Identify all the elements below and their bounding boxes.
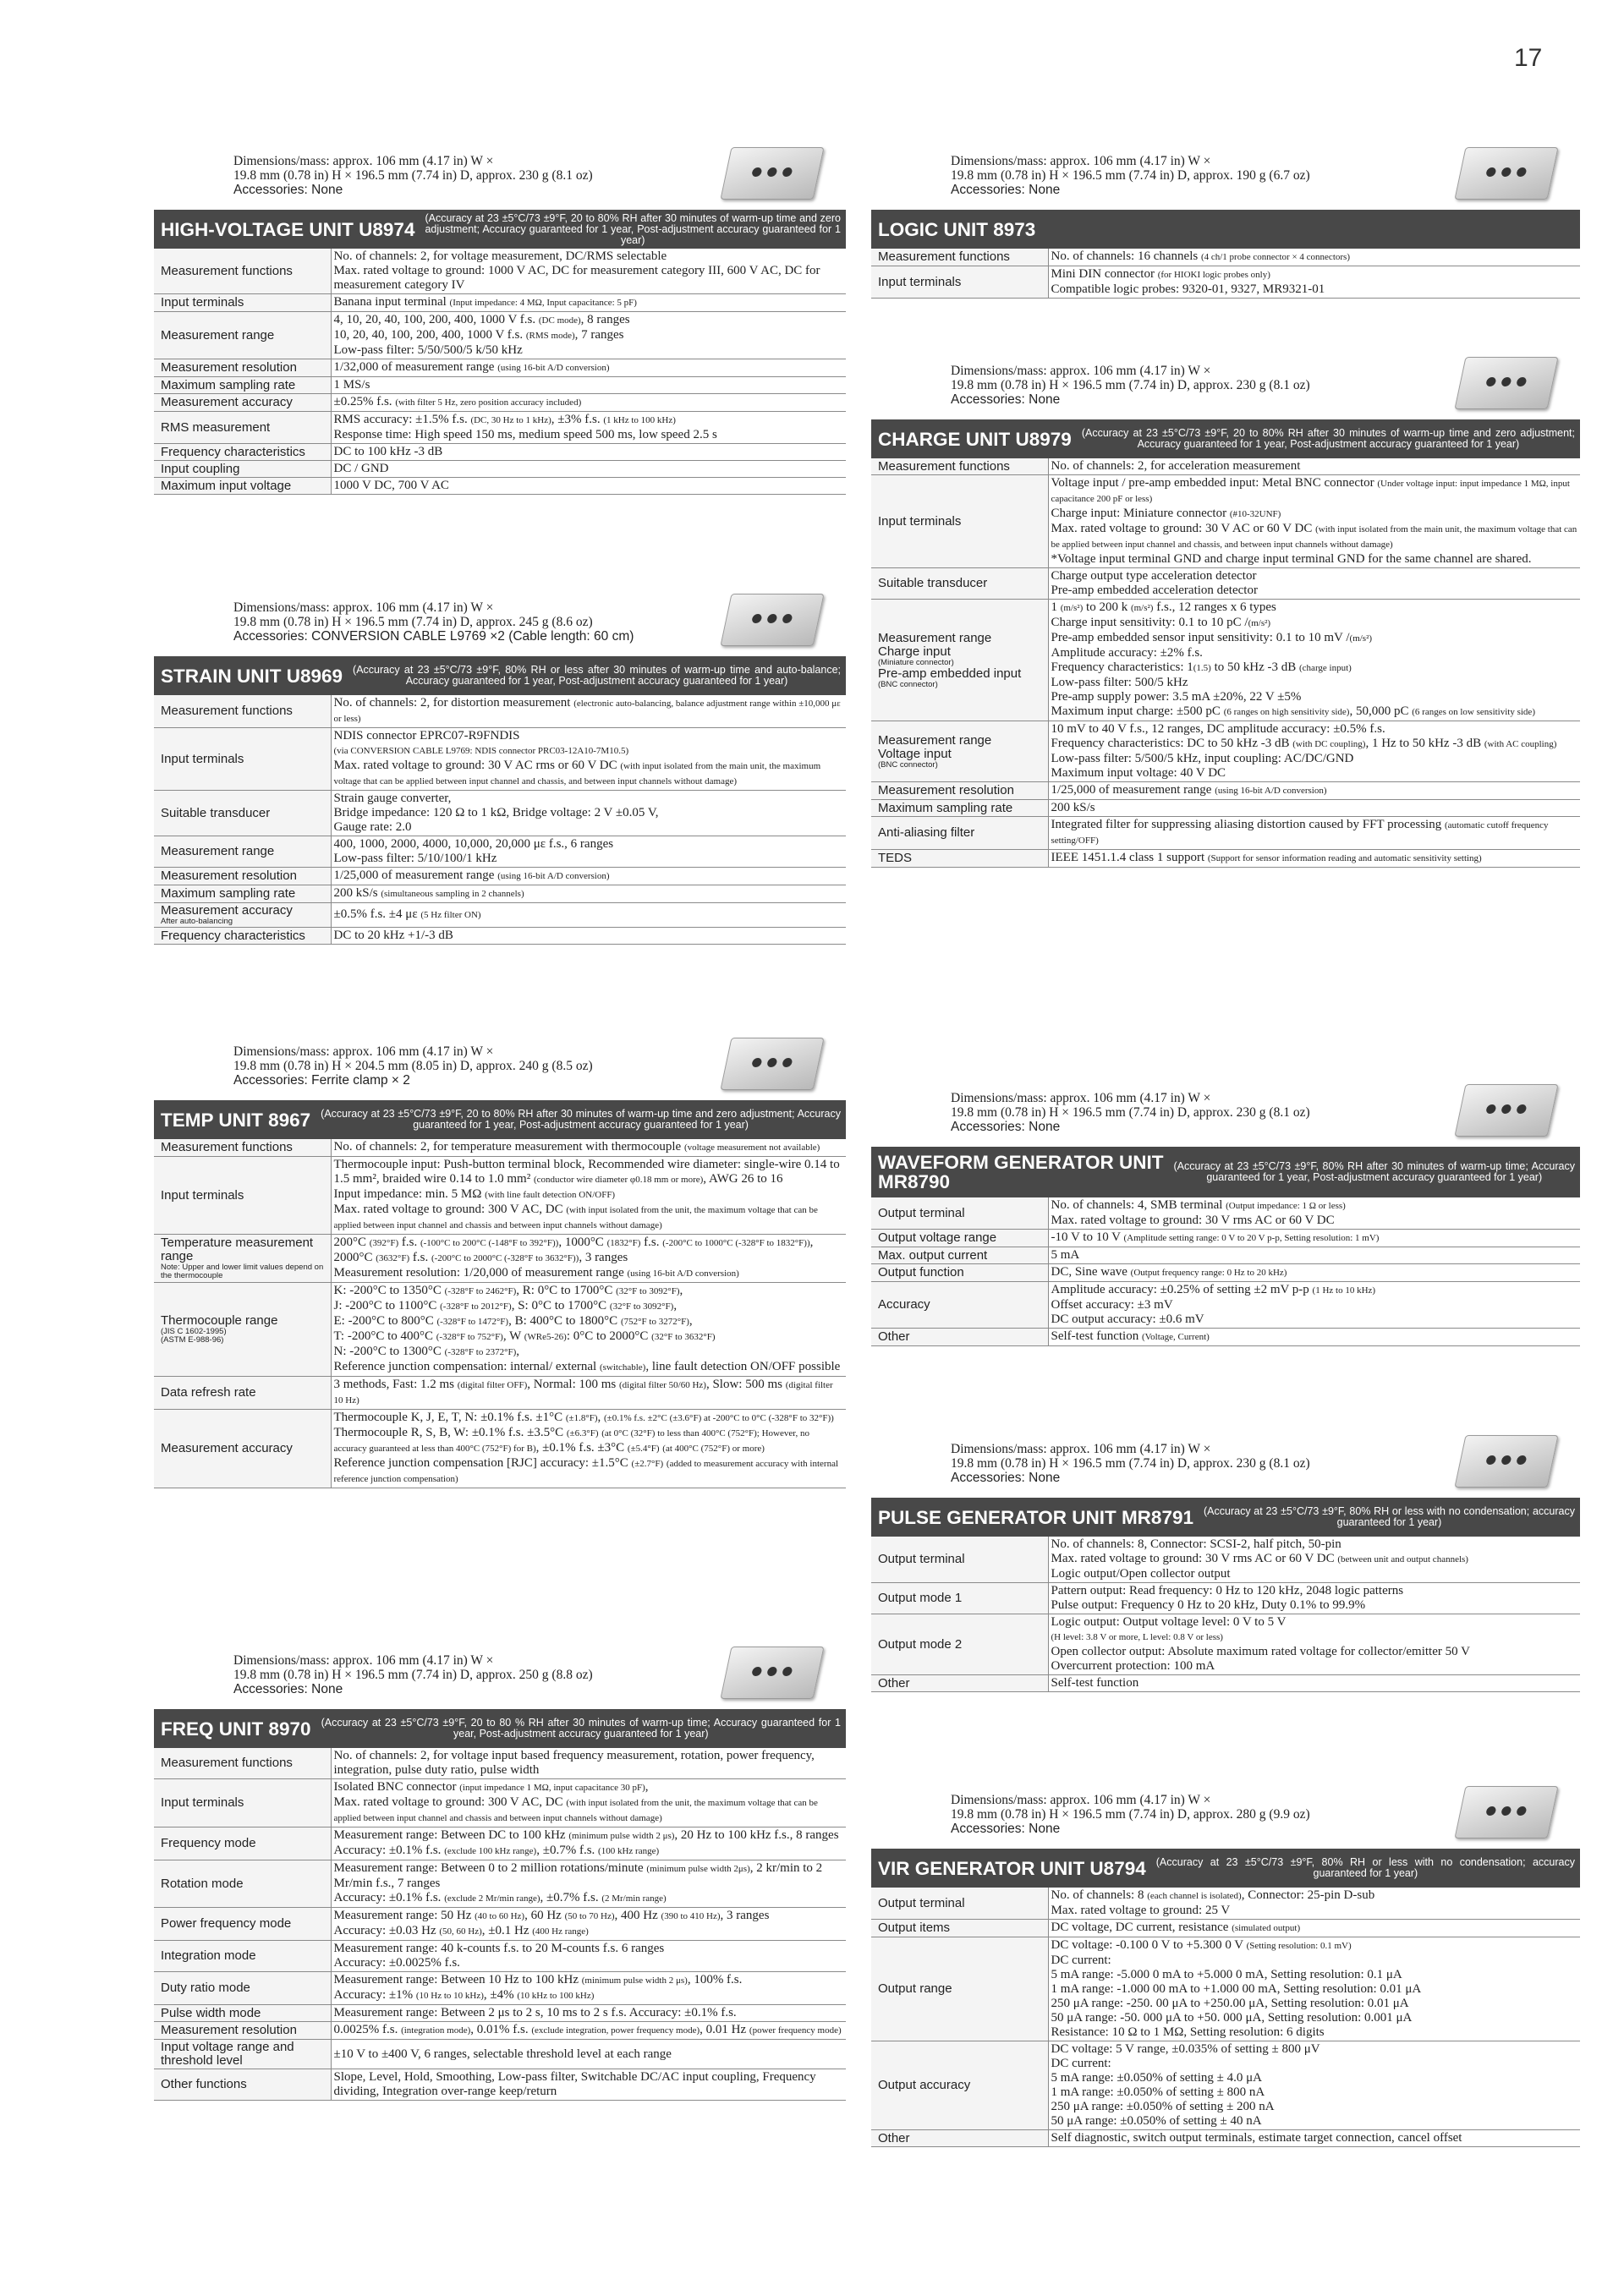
table-row — [154, 412, 846, 444]
product-image — [1454, 1435, 1558, 1488]
spec-key: Frequency characteristics — [154, 928, 331, 945]
spec-key: Maximum sampling rate — [154, 885, 331, 903]
spec-value: 10 mV to 40 V f.s., 12 ranges, DC amplitude accuracy: ±0.5% f.s. Frequency characteristics: DC to 50 kHz -3 dB (with DC coupling), 1 Hz to 50 kHz -3 dB (with AC coupling) Low-pass filter: 5/500/5 kHz, input coupling: AC/DC/GND Maximum input voltage: 40 V DC — [1048, 721, 1580, 782]
spec-key: Anti-aliasing filter — [871, 817, 1048, 850]
section-title: PULSE GENERATOR UNIT MR8791 — [878, 1506, 1193, 1528]
spec-key: Frequency mode — [154, 1827, 331, 1860]
spec-value: NDIS connector EPRC07-R9FNDIS (via CONVERSION CABLE L9769: NDIS connector PRC03-12A10-7M10.5) Max. rated voltage to ground: 30 V AC rms or 60 V DC (with input isolated from the main unit, the maximum voltage that can be applied between input channel and chassis, and between input channels without damage) — [331, 728, 846, 791]
product-image — [720, 1647, 824, 1699]
spec-value: 1/25,000 of measurement range (using 16-bit A/D conversion) — [331, 868, 846, 885]
dimensions-line: Accessories: CONVERSION CABLE L9769 ×2 (Cable length: 60 cm) — [233, 629, 634, 644]
spec-value: Measurement range: Between 10 Hz to 100 kHz (minimum pulse width 2 μs), 100% f.s. Accuracy: ±1% (10 Hz to 10 kHz), ±4% (10 kHz to 100 kHz) — [331, 1972, 846, 2005]
spec-value: ±0.25% f.s. (with filter 5 Hz, zero position accuracy included) — [331, 394, 846, 412]
section-header — [871, 210, 1580, 249]
accuracy-note: (Accuracy at 23 ±5°C/73 ±9°F, 20 to 80% RH after 30 minutes of warm-up time and zero adjustment; Accuracy guaranteed for 1 year, Post-adjustment accuracy guaranteed for 1 year) — [321, 1108, 841, 1131]
spec-key: Input terminals — [871, 475, 1048, 568]
spec-key: Input terminals — [154, 294, 331, 312]
section-title: VIR GENERATOR UNIT U8794 — [878, 1857, 1146, 1879]
spec-value: 200 kS/s (simultaneous sampling in 2 channels) — [331, 885, 846, 903]
dimensions-block — [871, 364, 1580, 419]
spec-hv — [154, 154, 846, 495]
spec-value: 0.0025% f.s. (integration mode), 0.01% f.s. (exclude integration, power frequency mode), 0.01 Hz (power frequency mode) — [331, 2022, 846, 2040]
spec-key: Measurement range Voltage input (BNC connector) — [871, 721, 1048, 782]
table-row — [871, 1614, 1580, 1675]
table-row — [871, 458, 1580, 475]
spec-value: Charge output type acceleration detector Pre-amp embedded acceleration detector — [1048, 568, 1580, 600]
spec-key: Power frequency mode — [154, 1908, 331, 1941]
table-row — [871, 782, 1580, 800]
spec-value: Logic output: Output voltage level: 0 V to 5 V (H level: 3.8 V or more, L level: 0.8 V or less) Open collector output: Absolute maximum rated voltage for collector/emitter 50 V Overcurrent protection: 100 mA — [1048, 1614, 1580, 1675]
accuracy-note: (Accuracy at 23 ±5°C/73 ±9°F, 80% RH after 30 minutes of warm-up time; Accuracy guaranteed for 1 year, Post-adjustment accuracy guaranteed for 1 year) — [1173, 1160, 1575, 1183]
table-row — [154, 249, 846, 294]
section-title: LOGIC UNIT 8973 — [878, 218, 1036, 240]
table-row — [871, 850, 1580, 868]
table-row — [154, 885, 846, 903]
spec-charge — [871, 364, 1580, 868]
dimensions-line: 19.8 mm (0.78 in) H × 196.5 mm (7.74 in) D, approx. 230 g (8.1 oz) — [951, 378, 1310, 392]
table-row — [871, 721, 1580, 782]
spec-value: 3 methods, Fast: 1.2 ms (digital filter OFF), Normal: 100 ms (digital filter 50/60 Hz), Slow: 500 ms (digital filter 10 Hz) — [331, 1377, 846, 1410]
spec-value: 1/32,000 of measurement range (using 16-bit A/D conversion) — [331, 359, 846, 377]
spec-key: Measurement functions — [871, 249, 1048, 266]
spec-table — [154, 1748, 846, 2101]
spec-value: Self-test function (Voltage, Current) — [1048, 1329, 1580, 1346]
accuracy-note: (Accuracy at 23 ±5°C/73 ±9°F, 80% RH or less with no condensation; accuracy guaranteed for 1 year) — [1204, 1505, 1575, 1528]
section-title: TEMP UNIT 8967 — [161, 1109, 311, 1131]
dimensions-line: Accessories: None — [951, 183, 1061, 197]
spec-value: No. of channels: 2, for acceleration measurement — [1048, 458, 1580, 475]
spec-value: Amplitude accuracy: ±0.25% of setting ±2 mV p-p (1 Hz to 10 kHz) Offset accuracy: ±3 mV DC output accuracy: ±0.6 mV — [1048, 1282, 1580, 1329]
spec-key: Duty ratio mode — [154, 1972, 331, 2005]
spec-table — [154, 695, 846, 945]
dimensions-line: Dimensions/mass: approx. 106 mm (4.17 in) W × — [233, 154, 494, 168]
dimensions-line: 19.8 mm (0.78 in) H × 204.5 mm (8.05 in) D, approx. 240 g (8.5 oz) — [233, 1059, 593, 1073]
section-header — [871, 1498, 1580, 1537]
dimensions-block — [154, 1044, 846, 1100]
spec-key: Measurement functions — [154, 1748, 331, 1779]
spec-key: Integration mode — [154, 1941, 331, 1972]
spec-value: 1/25,000 of measurement range (using 16-bit A/D conversion) — [1048, 782, 1580, 800]
table-row — [154, 359, 846, 377]
table-row — [871, 1583, 1580, 1614]
spec-key: RMS measurement — [154, 412, 331, 444]
spec-key: Pulse width mode — [154, 2005, 331, 2022]
spec-table — [871, 458, 1580, 868]
spec-key: Other functions — [154, 2069, 331, 2101]
section-header — [871, 1147, 1580, 1197]
dimensions-line: 19.8 mm (0.78 in) H × 196.5 mm (7.74 in) D, approx. 245 g (8.6 oz) — [233, 615, 593, 629]
table-row — [871, 1282, 1580, 1329]
dimensions-line: 19.8 mm (0.78 in) H × 196.5 mm (7.74 in) D, approx. 190 g (6.7 oz) — [951, 168, 1310, 183]
spec-key: Measurement functions — [871, 458, 1048, 475]
spec-wave — [871, 1091, 1580, 1346]
table-row — [871, 1675, 1580, 1692]
dimensions-line: Dimensions/mass: approx. 106 mm (4.17 in) W × — [951, 1091, 1211, 1105]
spec-value: 5 mA — [1048, 1247, 1580, 1264]
spec-key: Output items — [871, 1920, 1048, 1937]
spec-value: No. of channels: 4, SMB terminal (Output impedance: 1 Ω or less) Max. rated voltage to ground: 30 V rms AC or 60 V DC — [1048, 1197, 1580, 1230]
spec-key: Output accuracy — [871, 2041, 1048, 2130]
dimensions-line: 19.8 mm (0.78 in) H × 196.5 mm (7.74 in) D, approx. 230 g (8.1 oz) — [951, 1105, 1310, 1120]
table-row — [154, 791, 846, 836]
section-header — [154, 656, 846, 695]
dimensions-block — [154, 600, 846, 656]
product-image — [720, 1038, 824, 1090]
spec-value: 4, 10, 20, 40, 100, 200, 400, 1000 V f.s. (DC mode), 8 ranges 10, 20, 40, 100, 200, 400, 1000 V f.s. (RMS mode), 7 ranges Low-pass filter: 5/50/500/5 k/50 kHz — [331, 312, 846, 359]
spec-value: Isolated BNC connector (input impedance 1 MΩ, input capacitance 30 pF), Max. rated voltage to ground: 300 V AC, DC (with input isolated from the unit, the maximum voltage that can be applied between input channel and chassis and between input channels without damage) — [331, 1779, 846, 1827]
table-row — [154, 444, 846, 461]
section-header — [871, 419, 1580, 458]
spec-key: Input terminals — [871, 266, 1048, 299]
table-row — [871, 249, 1580, 266]
table-row — [871, 1264, 1580, 1282]
table-row — [871, 1888, 1580, 1920]
spec-key: Measurement resolution — [154, 868, 331, 885]
spec-key: Maximum input voltage — [154, 478, 331, 495]
spec-value: Thermocouple input: Push-button terminal block, Recommended wire diameter: single-wire 0.14 to 1.5 mm², braided wire 0.14 to 1.0 mm² (conductor wire diameter φ0.18 mm or more), AWG 26 to 16 Input impedance: min. 5 MΩ (with line fault detection ON/OFF) Max. rated voltage to ground: 300 V AC, DC (with input isolated from the unit, the maximum voltage that can be applied between input channel and chassis and between input channels without damage) — [331, 1157, 846, 1235]
table-row — [154, 312, 846, 359]
spec-key: Suitable transducer — [154, 791, 331, 836]
table-row — [154, 1157, 846, 1235]
accuracy-note: (Accuracy at 23 ±5°C/73 ±9°F, 80% RH or less after 30 minutes of warm-up time and auto-balance; Accuracy guaranteed for 1 year, Post-adjustment accuracy guaranteed for 1 year) — [353, 664, 841, 687]
table-row — [154, 1235, 846, 1283]
spec-key: Input terminals — [154, 1157, 331, 1235]
spec-key: Measurement range — [154, 836, 331, 868]
table-row — [871, 1247, 1580, 1264]
dimensions-line: 19.8 mm (0.78 in) H × 196.5 mm (7.74 in) D, approx. 230 g (8.1 oz) — [951, 1456, 1310, 1471]
spec-value: Voltage input / pre-amp embedded input: Metal BNC connector (Under voltage input: input impedance 1 MΩ, input capacitance 200 pF or less) Charge input: Miniature connector (#10-32UNF) Max. rated voltage to ground: 30 V AC or 60 V DC (with input isolated from the main unit, the maximum voltage that can be applied between input channel and chassis, and between input channels without damage) *Voltage input terminal GND and charge input terminal GND for the same channel are shared. — [1048, 475, 1580, 568]
table-row — [871, 568, 1580, 600]
dimensions-block — [871, 1091, 1580, 1147]
spec-key: Measurement range — [154, 312, 331, 359]
spec-key: Measurement accuracy — [154, 1410, 331, 1488]
spec-value: No. of channels: 8 (each channel is isolated), Connector: 25-pin D-sub Max. rated voltage to ground: 25 V — [1048, 1888, 1580, 1920]
section-title: WAVEFORM GENERATOR UNIT MR8790 — [878, 1152, 1164, 1192]
dimensions-line: Dimensions/mass: approx. 106 mm (4.17 in) W × — [951, 1442, 1211, 1456]
table-row — [154, 478, 846, 495]
spec-value: Measurement range: 40 k-counts f.s. to 20 M-counts f.s. 6 ranges Accuracy: ±0.0025% f.s. — [331, 1941, 846, 1972]
spec-value: ±0.5% f.s. ±4 με (5 Hz filter ON) — [331, 903, 846, 928]
spec-freq — [154, 1653, 846, 2101]
spec-value: No. of channels: 16 channels (4 ch/1 probe connector × 4 connectors) — [1048, 249, 1580, 266]
spec-key: Measurement functions — [154, 1139, 331, 1157]
spec-value: DC to 100 kHz -3 dB — [331, 444, 846, 461]
spec-value: No. of channels: 2, for voltage measurement, DC/RMS selectable Max. rated voltage to ground: 1000 V AC, DC for measurement category III, 600 V AC, DC for measurement category IV — [331, 249, 846, 294]
table-row — [154, 1827, 846, 1860]
spec-key: Output function — [871, 1264, 1048, 1282]
table-row — [871, 2041, 1580, 2130]
spec-value: Thermocouple K, J, E, T, N: ±0.1% f.s. ±1°C (±1.8°F), (±0.1% f.s. ±2°C (±3.6°F) at -200°C to 0°C (-328°F to 32°F)) Thermocouple R, S, B, W: ±0.1% f.s. ±3.5°C (±6.3°F) (at 0°C (32°F) to less than 400°C (752°F); However, no accuracy guaranteed at less than 400°C (752°F) for B), ±0.1% f.s. ±3°C (±5.4°F) (at 400°C (752°F) or more) Reference junction compensation [RJC] accuracy: ±1.5°C (±2.7°F) (added to measurement accuracy with internal reference junction compensation) — [331, 1410, 846, 1488]
spec-value: 200 kS/s — [1048, 800, 1580, 817]
dimensions-line: 19.8 mm (0.78 in) H × 196.5 mm (7.74 in) D, approx. 230 g (8.1 oz) — [233, 168, 593, 183]
table-row — [154, 377, 846, 394]
dimensions-line: Dimensions/mass: approx. 106 mm (4.17 in) W × — [233, 1044, 494, 1059]
table-row — [871, 1329, 1580, 1346]
spec-key: Input voltage range and threshold level — [154, 2040, 331, 2069]
spec-value: K: -200°C to 1350°C (-328°F to 2462°F), R: 0°C to 1700°C (32°F to 3092°F), J: -200°C to 1100°C (-328°F to 2012°F), S: 0°C to 1700°C (32°F to 3092°F), E: -200°C to 800°C (-328°F to 1472°F), B: 400°C to 1800°C (752°F to 3272°F), T: -200°C to 400°C (-328°F to 752°F), W (WRe5-26): 0°C to 2000°C (32°F to 3632°F) N: -200°C to 1300°C (-328°F to 2372°F), Reference junction compensation: internal/ external (switchable), line fault detection ON/OFF possible — [331, 1283, 846, 1377]
spec-temp — [154, 1044, 846, 1488]
table-row — [154, 868, 846, 885]
product-image — [720, 594, 824, 646]
section-title: HIGH-VOLTAGE UNIT U8974 — [161, 218, 415, 240]
spec-key: Frequency characteristics — [154, 444, 331, 461]
page-number: 17 — [1514, 44, 1543, 72]
table-row — [871, 1937, 1580, 2041]
spec-value: 400, 1000, 2000, 4000, 10,000, 20,000 με f.s., 6 ranges Low-pass filter: 5/10/100/1 kHz — [331, 836, 846, 868]
spec-key: Output mode 1 — [871, 1583, 1048, 1614]
dimensions-block — [154, 154, 846, 210]
table-row — [154, 1410, 846, 1488]
spec-value: Measurement range: Between 2 μs to 2 s, 10 ms to 2 s f.s. Accuracy: ±0.1% f.s. — [331, 2005, 846, 2022]
spec-value: Integrated filter for suppressing aliasing distortion caused by FFT processing (automatic cutoff frequency setting/OFF) — [1048, 817, 1580, 850]
spec-value: No. of channels: 2, for voltage input based frequency measurement, rotation, power frequency, integration, pulse duty ratio, pulse width — [331, 1748, 846, 1779]
spec-table — [871, 1537, 1580, 1692]
spec-value: 1 (m/s²) to 200 k (m/s²) f.s., 12 ranges x 6 types Charge input sensitivity: 0.1 to 10 pC /(m/s²) Pre-amp embedded sensor input sensitivity: 0.1 to 10 mV /(m/s²) Amplitude accuracy: ±2% f.s. Frequency characteristics: 1(1.5) to 50 kHz -3 dB (charge input) Low-pass filter: 500/5 kHz Pre-amp supply power: 3.5 mA ±20%, 22 V ±5% Maximum input charge: ±500 pC (6 ranges on high sensitivity side), 50,000 pC (6 ranges on low sensitivity side) — [1048, 600, 1580, 721]
table-row — [154, 928, 846, 945]
section-title: STRAIN UNIT U8969 — [161, 665, 343, 687]
table-row — [154, 1779, 846, 1827]
table-row — [154, 2022, 846, 2040]
spec-table — [154, 1139, 846, 1488]
product-image — [1454, 1786, 1558, 1838]
table-row — [871, 266, 1580, 299]
product-image — [1454, 147, 1558, 200]
spec-key: Input terminals — [154, 1779, 331, 1827]
dimensions-line: Accessories: None — [951, 1471, 1061, 1485]
accuracy-note: (Accuracy at 23 ±5°C/73 ±9°F, 20 to 80% RH after 30 minutes of warm-up time and zero adjustment; Accuracy guaranteed for 1 year, Post-adjustment accuracy guaranteed for 1 year) — [425, 211, 841, 246]
spec-value: 1000 V DC, 700 V AC — [331, 478, 846, 495]
accuracy-note: (Accuracy at 23 ±5°C/73 ±9°F, 20 to 80 % RH after 30 minutes of warm-up time; Accuracy guaranteed for 1 year, Post-adjustment accuracy guaranteed for 1 year) — [321, 1717, 841, 1740]
spec-value: Banana input terminal (Input impedance: 4 MΩ, Input capacitance: 5 pF) — [331, 294, 846, 312]
table-row — [871, 600, 1580, 721]
dimensions-line: Dimensions/mass: approx. 106 mm (4.17 in) W × — [951, 364, 1211, 378]
spec-pulse — [871, 1442, 1580, 1692]
dimensions-block — [871, 154, 1580, 210]
spec-key: Input terminals — [154, 728, 331, 791]
spec-key: Max. output current — [871, 1247, 1048, 1264]
spec-strain — [154, 600, 846, 945]
table-row — [154, 2040, 846, 2069]
table-row — [871, 800, 1580, 817]
spec-vir — [871, 1793, 1580, 2147]
table-row — [871, 1230, 1580, 1247]
dimensions-line: Dimensions/mass: approx. 106 mm (4.17 in) W × — [233, 600, 494, 615]
table-row — [154, 1283, 846, 1377]
table-row — [154, 1860, 846, 1908]
table-row — [154, 1139, 846, 1157]
spec-key: Temperature measurement range Note: Upper and lower limit values depend on the thermocouple — [154, 1235, 331, 1283]
spec-key: Maximum sampling rate — [871, 800, 1048, 817]
spec-value: DC to 20 kHz +1/-3 dB — [331, 928, 846, 945]
spec-table — [154, 249, 846, 495]
table-row — [154, 2069, 846, 2101]
table-row — [154, 394, 846, 412]
spec-key: Measurement resolution — [154, 2022, 331, 2040]
spec-value: IEEE 1451.1.4 class 1 support (Support for sensor information reading and automatic sensitivity setting) — [1048, 850, 1580, 868]
table-row — [154, 1908, 846, 1941]
table-row — [154, 2005, 846, 2022]
section-header — [154, 210, 846, 249]
spec-logic — [871, 154, 1580, 299]
spec-key: Output terminal — [871, 1888, 1048, 1920]
spec-key: Data refresh rate — [154, 1377, 331, 1410]
spec-value: Self diagnostic, switch output terminals, estimate target connection, cancel offset — [1048, 2130, 1580, 2147]
table-row — [154, 1748, 846, 1779]
spec-value: DC, Sine wave (Output frequency range: 0 Hz to 20 kHz) — [1048, 1264, 1580, 1282]
spec-value: Measurement range: Between DC to 100 kHz (minimum pulse width 2 μs), 20 Hz to 100 kHz f.s., 8 ranges Accuracy: ±0.1% f.s. (exclude 100 kHz range), ±0.7% f.s. (100 kHz range) — [331, 1827, 846, 1860]
spec-value: Self-test function — [1048, 1675, 1580, 1692]
table-row — [154, 695, 846, 728]
spec-key: Rotation mode — [154, 1860, 331, 1908]
table-row — [871, 1920, 1580, 1937]
spec-value: ±10 V to ±400 V, 6 ranges, selectable threshold level at each range — [331, 2040, 846, 2069]
table-row — [154, 294, 846, 312]
dimensions-block — [871, 1793, 1580, 1849]
table-row — [871, 1197, 1580, 1230]
spec-key: Thermocouple range (JIS C 1602-1995) (ASTM E-988-96) — [154, 1283, 331, 1377]
spec-table — [871, 1197, 1580, 1346]
dimensions-line: 19.8 mm (0.78 in) H × 196.5 mm (7.74 in) D, approx. 280 g (9.9 oz) — [951, 1807, 1310, 1822]
section-title: CHARGE UNIT U8979 — [878, 428, 1072, 450]
product-image — [1454, 1084, 1558, 1137]
spec-key: Input coupling — [154, 461, 331, 478]
spec-key: Output terminal — [871, 1537, 1048, 1583]
table-row — [871, 475, 1580, 568]
spec-value: 200°C (392°F) f.s. (-100°C to 200°C (-148°F to 392°F)), 1000°C (1832°F) f.s. (-200°C to 1000°C (-328°F to 1832°F)), 2000°C (3632°F) f.s. (-200°C to 2000°C (-328°F to 3632°F)), 3 ranges Measurement resolution: 1/20,000 of measurement range (using 16-bit A/D conversion) — [331, 1235, 846, 1283]
spec-value: Mini DIN connector (for HIOKI logic probes only) Compatible logic probes: 9320-01, 9327, MR9321-01 — [1048, 266, 1580, 299]
spec-table — [871, 1888, 1580, 2147]
spec-key: Output range — [871, 1937, 1048, 2041]
dimensions-line: Accessories: None — [951, 1120, 1061, 1134]
spec-key: Suitable transducer — [871, 568, 1048, 600]
spec-table — [871, 249, 1580, 299]
product-image — [1454, 357, 1558, 409]
dimensions-block — [871, 1442, 1580, 1498]
section-title: FREQ UNIT 8970 — [161, 1718, 311, 1740]
spec-value: RMS accuracy: ±1.5% f.s. (DC, 30 Hz to 1 kHz), ±3% f.s. (1 kHz to 100 kHz) Response time: High speed 150 ms, medium speed 500 ms, low speed 2.5 s — [331, 412, 846, 444]
dimensions-line: Accessories: None — [233, 1682, 343, 1696]
dimensions-line: Accessories: None — [951, 1822, 1061, 1836]
dimensions-line: Dimensions/mass: approx. 106 mm (4.17 in) W × — [951, 154, 1211, 168]
spec-key: Other — [871, 2130, 1048, 2147]
table-row — [871, 817, 1580, 850]
spec-key: Measurement range Charge input (Miniature connector) Pre-amp embedded input (BNC connector) — [871, 600, 1048, 721]
dimensions-line: Dimensions/mass: approx. 106 mm (4.17 in) W × — [951, 1793, 1211, 1807]
table-row — [154, 836, 846, 868]
spec-value: DC voltage: 5 V range, ±0.035% of setting ± 800 μV DC current: 5 mA range: ±0.050% of setting ± 4.0 μA 1 mA range: ±0.050% of setting ± 800 nA 250 μA range: ±0.050% of setting ± 200 nA 50 μA range: ±0.050% of setting ± 40 nA — [1048, 2041, 1580, 2130]
spec-key: Output voltage range — [871, 1230, 1048, 1247]
spec-key: Measurement accuracy After auto-balancing — [154, 903, 331, 928]
dimensions-line: Dimensions/mass: approx. 106 mm (4.17 in) W × — [233, 1653, 494, 1668]
spec-value: 1 MS/s — [331, 377, 846, 394]
spec-key: Other — [871, 1329, 1048, 1346]
spec-key: Measurement functions — [154, 249, 331, 294]
spec-value: DC voltage: -0.100 0 V to +5.300 0 V (Setting resolution: 0.1 mV) DC current: 5 mA range: -5.000 0 mA to +5.000 0 mA, Setting resolution: 0.1 μA 1 mA range: -1.000 00 mA to +1.000 00 mA, Setting resolution: 0.01 μA 250 μA range: -250. 00 μA to +250.00 μA, Setting resolution: 0.01 μA 50 μA range: -50. 000 μA to +50. 000 μA, Setting resolution: 0.001 μA Resistance: 10 Ω to 1 MΩ, Setting resolution: 6 digits — [1048, 1937, 1580, 2041]
dimensions-line: Accessories: None — [951, 392, 1061, 407]
section-header — [154, 1100, 846, 1139]
section-header — [871, 1849, 1580, 1888]
table-row — [154, 1972, 846, 2005]
product-image — [720, 147, 824, 200]
spec-value: Strain gauge converter, Bridge impedance: 120 Ω to 1 kΩ, Bridge voltage: 2 V ±0.05 V, Gauge rate: 2.0 — [331, 791, 846, 836]
spec-value: No. of channels: 8, Connector: SCSI-2, half pitch, 50-pin Max. rated voltage to ground: 30 V rms AC or 60 V DC (between unit and output channels) Logic output/Open collector output — [1048, 1537, 1580, 1583]
table-row — [154, 1377, 846, 1410]
spec-value: No. of channels: 2, for temperature measurement with thermocouple (voltage measurement not available) — [331, 1139, 846, 1157]
dimensions-line: Accessories: None — [233, 183, 343, 197]
table-row — [871, 1537, 1580, 1583]
spec-key: Measurement resolution — [154, 359, 331, 377]
spec-key: Output mode 2 — [871, 1614, 1048, 1675]
spec-value: Slope, Level, Hold, Smoothing, Low-pass filter, Switchable DC/AC input coupling, Frequency dividing, Integration over-range keep/return — [331, 2069, 846, 2101]
accuracy-note: (Accuracy at 23 ±5°C/73 ±9°F, 20 to 80% RH after 30 minutes of warm-up time and zero adjustment; Accuracy guaranteed for 1 year, Post-adjustment accuracy guaranteed for 1 year) — [1081, 427, 1575, 450]
spec-value: DC voltage, DC current, resistance (simulated output) — [1048, 1920, 1580, 1937]
dimensions-block — [154, 1653, 846, 1709]
table-row — [871, 2130, 1580, 2147]
spec-value: No. of channels: 2, for distortion measurement (electronic auto-balancing, balance adjustment range within ±10,000 με or less) — [331, 695, 846, 728]
table-row — [154, 461, 846, 478]
spec-key: Measurement functions — [154, 695, 331, 728]
table-row — [154, 728, 846, 791]
table-row — [154, 903, 846, 928]
dimensions-line: 19.8 mm (0.78 in) H × 196.5 mm (7.74 in) D, approx. 250 g (8.8 oz) — [233, 1668, 593, 1682]
spec-key: Measurement resolution — [871, 782, 1048, 800]
accuracy-note: (Accuracy at 23 ±5°C/73 ±9°F, 80% RH or less with no condensation; accuracy guaranteed for 1 year) — [1155, 1856, 1575, 1879]
spec-key: Output terminal — [871, 1197, 1048, 1230]
dimensions-line: Accessories: Ferrite clamp × 2 — [233, 1073, 410, 1088]
spec-key: Measurement accuracy — [154, 394, 331, 412]
section-header — [154, 1709, 846, 1748]
table-row — [154, 1941, 846, 1972]
spec-value: Measurement range: 50 Hz (40 to 60 Hz), 60 Hz (50 to 70 Hz), 400 Hz (390 to 410 Hz), 3 ranges Accuracy: ±0.03 Hz (50, 60 Hz), ±0.1 Hz (400 Hz range) — [331, 1908, 846, 1941]
spec-value: Measurement range: Between 0 to 2 million rotations/minute (minimum pulse width 2μs), 2 kr/min to 2 Mr/min f.s., 7 ranges Accuracy: ±0.1% f.s. (exclude 2 Mr/min range), ±0.7% f.s. (2 Mr/min range) — [331, 1860, 846, 1908]
spec-key: TEDS — [871, 850, 1048, 868]
spec-value: DC / GND — [331, 461, 846, 478]
spec-key: Maximum sampling rate — [154, 377, 331, 394]
spec-key: Other — [871, 1675, 1048, 1692]
spec-value: Pattern output: Read frequency: 0 Hz to 120 kHz, 2048 logic patterns Pulse output: Frequency 0 Hz to 20 kHz, Duty 0.1% to 99.9% — [1048, 1583, 1580, 1614]
spec-key: Accuracy — [871, 1282, 1048, 1329]
spec-value: -10 V to 10 V (Amplitude setting range: 0 V to 20 V p-p, Setting resolution: 1 mV) — [1048, 1230, 1580, 1247]
